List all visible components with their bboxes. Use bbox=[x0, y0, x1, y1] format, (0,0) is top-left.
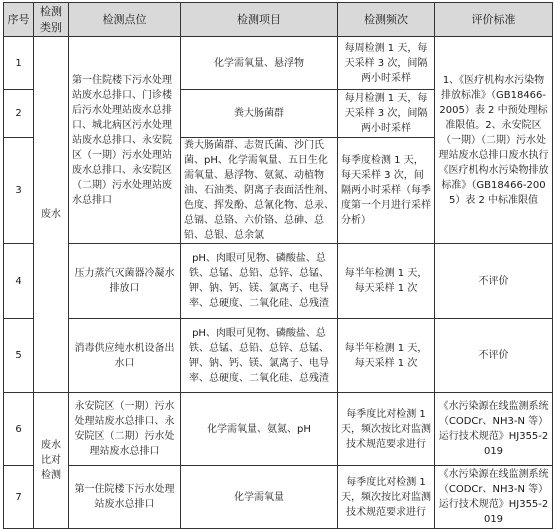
monitoring-table-container bbox=[3, 2, 552, 525]
row-freq: 每季度比对检测 1 天，频次按比对监测技术规范要求进行 bbox=[338, 466, 435, 529]
header-category: 检测类别 bbox=[34, 3, 69, 37]
row-no: 6 bbox=[4, 393, 34, 466]
header-freq: 检测频次 bbox=[338, 3, 435, 37]
row-freq: 每月检测 1 天，每天采样 3 次，间隔两小时采样 bbox=[338, 90, 435, 138]
row-freq: 每周检测 1 天，每天采样 3 次，间隔两小时采样 bbox=[338, 37, 435, 90]
row-no: 2 bbox=[4, 90, 34, 138]
header-standard: 评价标准 bbox=[435, 3, 553, 37]
row-items: pH、肉眼可见物、磷酸盐、总铁、总锰、总铅、总锌、总锰、钾、钠、钙、镁、氯离子、电导率、总硬度、二氧化硅、总残渣 bbox=[181, 244, 338, 319]
row-freq: 每半年检测 1 天，每天采样 1 次 bbox=[338, 244, 435, 319]
row-freq: 每季度比对检测 1 天，频次按比对监测技术规范要求进行 bbox=[338, 393, 435, 466]
merged-standard-cell: 1、《医疗机构水污染物排放标准》（GB18466-2005）表 2 中预处理标准限值。2、永安院区（一期）（二期）污水处理站废水总排口废水执行《医疗机构水污染物排放标准》（GB18466-2005）表 2 中标准限值 bbox=[435, 37, 553, 244]
row-no: 1 bbox=[4, 37, 34, 90]
header-no: 序号 bbox=[4, 3, 34, 37]
row-items: 粪大肠菌群 bbox=[181, 90, 338, 138]
row-point: 消毒供应纯水机设备出水口 bbox=[69, 319, 181, 393]
table-header-row bbox=[4, 3, 553, 37]
table-row bbox=[4, 319, 553, 393]
row-standard: 不评价 bbox=[435, 319, 553, 393]
row-standard: 《水污染源在线监测系统（CODCr、NH3-N 等）运行技术规范》HJ355-2019 bbox=[435, 393, 553, 466]
row-no: 5 bbox=[4, 319, 34, 393]
table-row bbox=[4, 37, 553, 90]
row-items: 化学需氧量、悬浮物 bbox=[181, 37, 338, 90]
header-items: 检测项目 bbox=[181, 3, 338, 37]
table-row bbox=[4, 466, 553, 529]
header-point: 检测点位 bbox=[69, 3, 181, 37]
category-online: 废水比对检测 bbox=[34, 393, 69, 529]
row-items: 化学需氧量、氨氮、pH bbox=[181, 393, 338, 466]
row-standard: 《水污染源在线监测系统（CODCr、NH3-N 等）运行技术规范》HJ355-2019 bbox=[435, 466, 553, 529]
table-row bbox=[4, 393, 553, 466]
row-items: pH、肉眼可见物、磷酸盐、总铁、总锰、总铅、总锌、总锰、钾、钠、钙、镁、氯离子、电导率、总硬度、二氧化硅、总残渣 bbox=[181, 319, 338, 393]
monitoring-plan-table bbox=[3, 2, 553, 529]
row-point: 第一住院楼下污水处理站废水总排口 bbox=[69, 466, 181, 529]
row-freq: 每半年检测 1 天，每天采样 1 次 bbox=[338, 319, 435, 393]
row-point: 永安院区（一期）污水处理站废水总排口、永安院区（二期）污水处理站废水总排口 bbox=[69, 393, 181, 466]
row-items: 粪大肠菌群、志贺氏菌、沙门氏菌、pH、化学需氧量、五日生化需氧量、悬浮物、氨氮、动植物油、石油类、阴离子表面活性剂、色度、挥发酚、总氰化物、总汞、总镉、总铬、六价铬、总砷、总铅、总银、总余氯 bbox=[181, 138, 338, 244]
row-no: 4 bbox=[4, 244, 34, 319]
row-items: 化学需氧量 bbox=[181, 466, 338, 529]
row-standard: 不评价 bbox=[435, 244, 553, 319]
category-wastewater: 废水 bbox=[34, 37, 69, 393]
row-no: 7 bbox=[4, 466, 34, 529]
merged-point-cell: 第一住院楼下污水处理站废水总排口、门诊楼后污水处理站废水总排口、城北病区污水处理站废水总排口、永安院区（一期）污水处理站废水总排口、永安院区（二期）污水处理站废水总排口 bbox=[69, 37, 181, 244]
row-point: 压力蒸汽灭菌器冷凝水排放口 bbox=[69, 244, 181, 319]
row-freq: 每季度检测 1 天，每天采样 3 次，间隔两小时采样（每季度第一个月进行采样分析） bbox=[338, 138, 435, 244]
row-no: 3 bbox=[4, 138, 34, 244]
table-row bbox=[4, 244, 553, 319]
